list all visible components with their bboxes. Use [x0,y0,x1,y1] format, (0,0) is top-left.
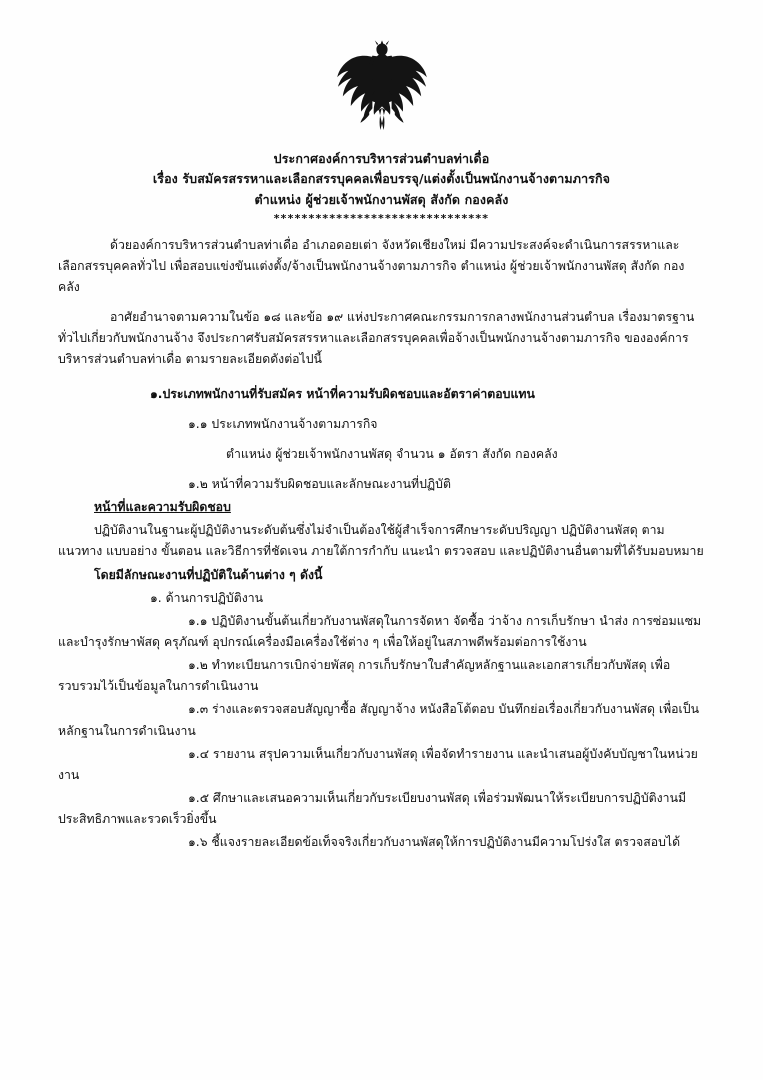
item-1-1: ๑.๑ ประเภทพนักงานจ้างตามภารกิจ [188,416,378,431]
domain-1-heading: ๑. ด้านการปฏิบัติงาน [150,590,264,605]
task-1-6: ๑.๖ ชี้แจงรายละเอียดข้อเท็จจริงเกี่ยวกับงานพัสดุให้การปฏิบัติงานมีความโปร่งใส ตรวจสอบได้ [188,835,681,850]
item-1-2: ๑.๒ หน้าที่ความรับผิดชอบและลักษณะงานที่ปฏิบัติ [188,477,451,492]
heading-line-3: ตำแหน่ง ผู้ช่วยเจ้าพนักงานพัสดุ สังกัด กองคลัง [254,191,509,207]
paragraph-intro: ด้วยองค์การบริหารส่วนตำบลท่าเดื่อ อำเภอดอยเต่า จังหวัดเชียงใหม่ มีความประสงค์จะดำเนินการสรรหาและเลือกสรรบุคคลทั่วไป เพื่อสอบแข่งขันแต่งตั้ง/จ้างเป็นพนักงานจ้างตามภารกิจ ตำแหน่ง ผู้ช่วยเจ้าพนักงานพัสดุ สังกัด กองคลัง [58,237,685,295]
garuda-emblem [334,40,430,140]
item-1-1-detail: ตำแหน่ง ผู้ช่วยเจ้าพนักงานพัสดุ จำนวน ๑ อัตรา สังกัด กองคลัง [226,446,558,461]
duty-header: หน้าที่และความรับผิดชอบ [94,500,231,515]
task-1-5: ๑.๕ ศึกษาและเสนอความเห็นเกี่ยวกับระเบียบงานพัสดุ เพื่อร่วมพัฒนาให้ระเบียบการปฏิบัติงานมีประสิทธิภาพและรวดเร็วยิ่งขึ้น [58,790,687,827]
paragraph-authority: อาศัยอำนาจตามความในข้อ ๑๘ และข้อ ๑๙ แห่งประกาศคณะกรรมการกลางพนักงานส่วนตำบล เรื่องมาตรฐานทั่วไปเกี่ยวกับพนักงานจ้าง จึงประกาศรับสมัครสรรหาและเลือกสรรบุคคลเพื่อจ้างเป็นพนักงานจ้างตามภารกิจ ขององค์การบริหารส่วนตำบลท่าเดื่อ ตามรายละเอียดดังต่อไปนี้ [58,310,695,367]
duty-body: ปฏิบัติงานในฐานะผู้ปฏิบัติงานระดับต้นซึ่งไม่จำเป็นต้องใช้ผู้สำเร็จการศึกษาระดับปริญญา ปฏิบัติงานพัสดุ ตามแนวทาง แบบอย่าง ขั้นตอน และวิธีการที่ชัดเจน ภายใต้การกำกับ แนะนำ ตรวจสอบ และปฏิบัติงานอื่นตามที่ได้รับมอบหมาย [58,523,704,559]
task-1-4: ๑.๔ รายงาน สรุปความเห็นเกี่ยวกับงานพัสดุ เพื่อจัดทำรายงาน และนำเสนอผู้บังคับบัญชาในหน่วยงาน [58,746,698,782]
task-1-2: ๑.๒ ทำทะเบียนการเบิกจ่ายพัสดุ การเก็บรักษาใบสำคัญหลักฐานและเอกสารเกี่ยวกับพัสดุ เพื่อรวบรวมไว้เป็นข้อมูลในการดำเนินงาน [58,658,671,694]
task-1-3: ๑.๓ ร่างและตรวจสอบสัญญาซื้อ สัญญาจ้าง หนังสือโต้ตอบ บันทึกย่อเรื่องเกี่ยวกับงานพัสดุ เพื่อเป็นหลักฐานในการดำเนินงาน [58,702,699,738]
heading-line-2: เรื่อง รับสมัครสรรหาและเลือกสรรบุคคลเพื่อบรรจุ/แต่งตั้งเป็นพนักงานจ้างตามภารกิจ [152,171,611,187]
task-1-1: ๑.๑ ปฏิบัติงานขั้นต้นเกี่ยวกับงานพัสดุในการจัดหา จัดซื้อ ว่าจ้าง การเก็บรักษา นำส่ง การซ่อมแซม และบำรุงรักษาพัสดุ ครุภัณฑ์ อุปกรณ์เครื่องมือเครื่องใช้ต่าง ๆ เพื่อให้อยู่ในสภาพดีพร้อมต่อการใช้งาน [58,613,702,649]
heading-line-1: ประกาศองค์การบริหารส่วนตำบลท่าเดื่อ [273,151,490,166]
duty-list-header: โดยมีลักษณะงานที่ปฏิบัติในด้านต่าง ๆ ดังนี้ [94,567,323,582]
section-1-heading: ๑.ประเภทพนักงานที่รับสมัคร หน้าที่ความรับผิดชอบและอัตราค่าตอบแทน [150,386,535,401]
document-heading [58,149,705,210]
star-divider: ******************************* [273,211,490,225]
document-body [58,235,705,854]
emblem-container [58,40,705,145]
